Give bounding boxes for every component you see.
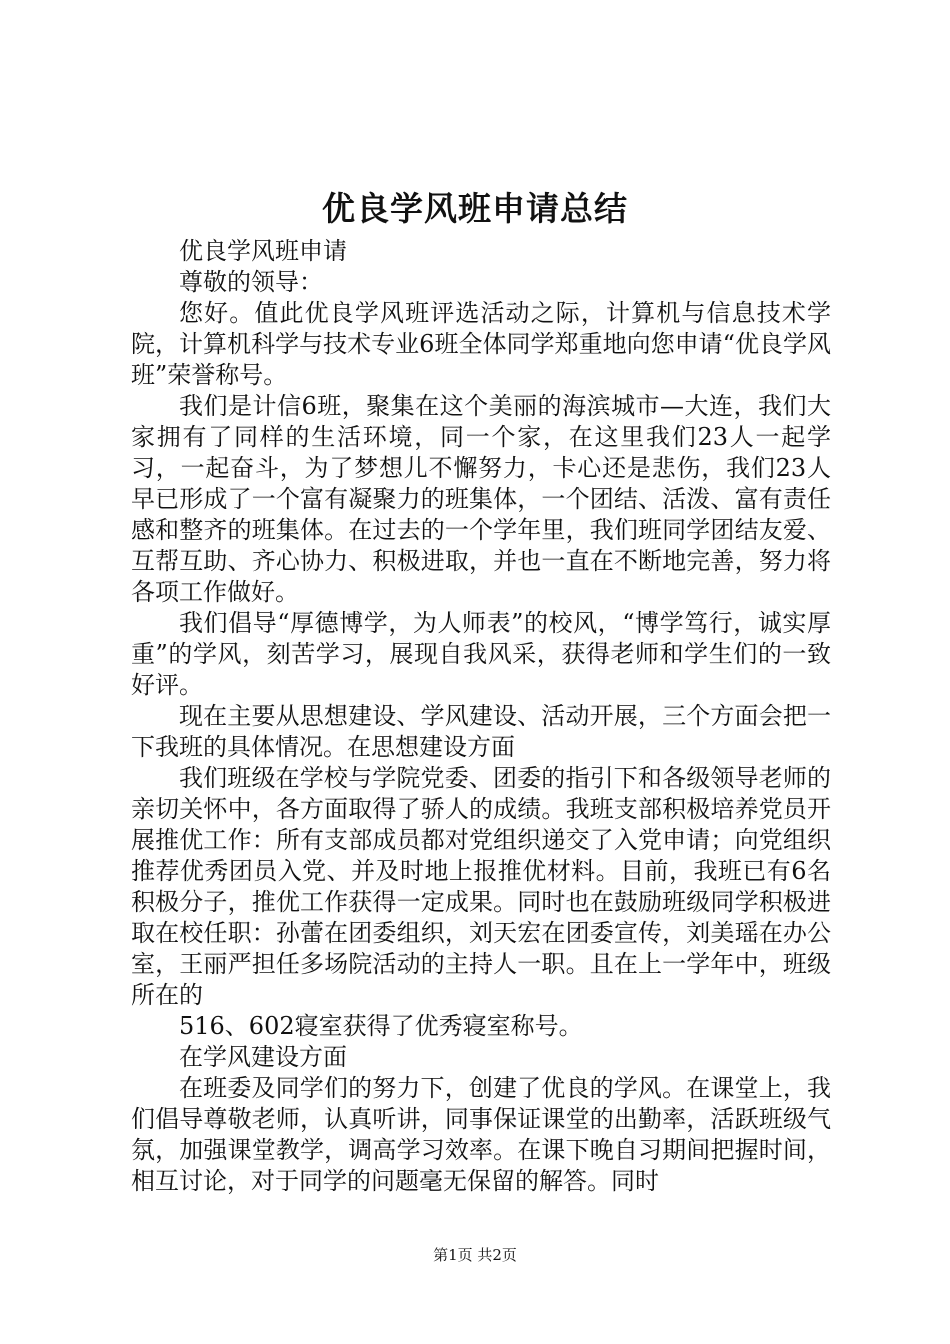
paragraph-subtitle: 优良学风班申请 [179,237,347,265]
document-title: 优良学风班申请总结 [322,189,628,228]
document-body [131,236,831,1197]
paragraph-ideology: 我们班级在学校与学院党委、团委的指引下和各级领导老师的亲切关怀中，各方面取得了骄人的成绩。我班支部积极培养党员开展推优工作：所有支部成员都对党组织递交了入党申请；向党组织推荐优秀团员入党、并及时地上报推优材料。目前，我班已有6名积极分子，推优工作获得一定成果。同时也在鼓励班级同学积极进取在校任职：孙蕾在团委组织，刘天宏在团委宣传，刘美瑶在办公室，王丽严担任多场院活动的主持人一职。且在上一学年中，班级所在的 [131,764,831,1009]
paragraph-greeting: 您好。值此优良学风班评选活动之际，计算机与信息技术学院，计算机科学与技术专业6班全体同学郑重地向您申请“优良学风班”荣誉称号。 [131,299,831,389]
paragraph-class-intro: 我们是计信6班，聚集在这个美丽的海滨城市—大连，我们大家拥有了同样的生活环境，同一个家，在这里我们23人一起学习，一起奋斗，为了梦想儿不懈努力，卡心还是悲伤，我们23人早已形成了一个富有凝聚力的班集体，一个团结、活泼、富有责任感和整齐的班集体。在过去的一个学年里，我们班同学团结友爱、互帮互助、齐心协力、积极进取，并也一直在不断地完善，努力将各项工作做好。 [131,392,831,606]
paragraph-motto: 我们倡导“厚德博学，为人师表”的校风，“博学笃行，诚实厚重”的学风，刻苦学习，展现自我风采，获得老师和学生们的一致好评。 [131,609,831,699]
paragraph-study-heading: 在学风建设方面 [179,1043,347,1071]
paragraph-dormitory: 516、602寝室获得了优秀寝室称号。 [179,1012,583,1040]
page-footer: 第1页 共2页 [433,1246,517,1264]
paragraph-overview: 现在主要从思想建设、学风建设、活动开展，三个方面会把一下我班的具体情况。在思想建设方面 [131,702,831,761]
paragraph-study: 在班委及同学们的努力下，创建了优良的学风。在课堂上，我们倡导尊敬老师，认真听讲，同事保证课堂的出勤率，活跃班级气氛，加强课堂教学，调高学习效率。在课下晚自习期间把握时间，相互讨论，对于同学的问题毫无保留的解答。同时 [131,1074,831,1195]
paragraph-salutation: 尊敬的领导： [179,268,323,296]
